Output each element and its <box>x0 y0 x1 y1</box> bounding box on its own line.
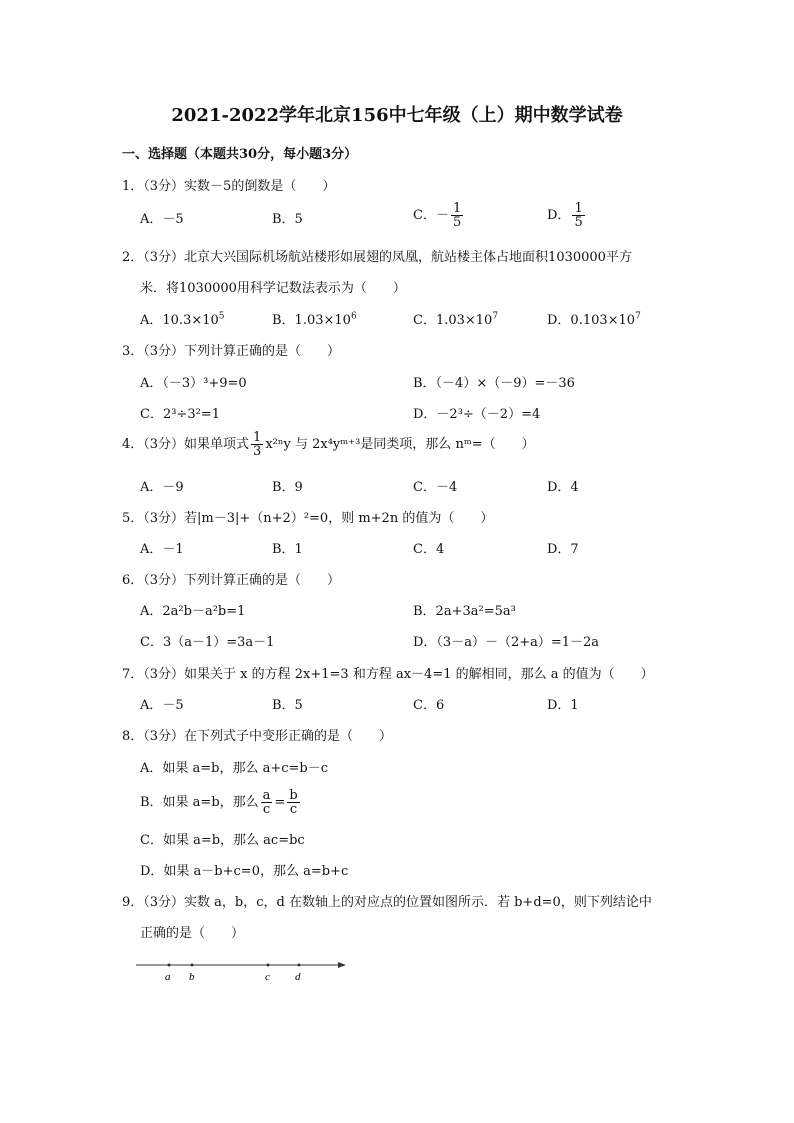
q2-option-c: C．$1.03\times 10^7$ <box>413 311 499 328</box>
q5-option-b: B．1 <box>272 542 303 557</box>
q8-option-d: D．如果 a－b+c=0，那么 a=b+c <box>140 864 349 879</box>
question-3-stem: 3．（3分）下列计算正确的是（ ） <box>122 344 341 359</box>
q8-option-b: B．如果 a=b，那么 $\frac{a}{c}$ = $\frac{b}{c}$ <box>140 788 298 817</box>
question-9-line-1: 9．（3分）实数 a，b，c，d 在数轴上的对应点的位置如图所示．若 b+d=0，则下列结论中 <box>122 895 652 910</box>
q3-option-a: A．（－3）³+9=0 <box>140 376 247 391</box>
q4-option-d: D．4 <box>547 480 579 495</box>
q1-option-a: A．－5 <box>140 212 184 227</box>
q6-option-b: B．2a+3a²=5a³ <box>413 604 516 619</box>
q6-option-a: A．2a²b－a²b=1 <box>140 604 246 619</box>
q7-option-c: C．6 <box>413 698 445 713</box>
q1-option-c: C．－ $\frac{1}{5}$ <box>413 201 462 230</box>
point-c <box>267 964 270 967</box>
label-a: a <box>165 971 171 983</box>
label-d: d <box>295 971 301 983</box>
point-a <box>168 964 171 967</box>
q3-option-d: D．－2³÷（－2）=4 <box>413 407 541 422</box>
q7-option-a: A．－5 <box>140 698 184 713</box>
point-b <box>191 964 194 967</box>
number-line-arrow <box>338 962 346 968</box>
point-d <box>298 964 301 967</box>
q4-option-c: C．－4 <box>413 480 458 495</box>
q3-option-b: B．（－4）×（－9）=－36 <box>413 376 575 391</box>
q5-option-c: C．4 <box>413 542 445 557</box>
q7-option-b: B．5 <box>272 698 303 713</box>
question-9-line-2: 正确的是（ ） <box>140 926 245 941</box>
q6-option-d: D．（3－a）－（2+a）=1－2a <box>413 635 600 650</box>
question-7-stem: 7．（3分）如果关于 x 的方程 2x+1=3 和方程 ax－4=1 的解相同，那么 a 的值为（ ） <box>122 667 654 682</box>
q7-option-d: D．1 <box>547 698 579 713</box>
question-1-stem: 1．（3分）实数－5的倒数是（ ） <box>122 179 336 194</box>
q8-option-c: C．如果 a=b，那么 ac=bc <box>140 833 305 848</box>
section-heading: 一、选择题（本题共30分，每小题3分） <box>122 147 358 162</box>
q3-option-c: C．2³÷3²=1 <box>140 407 220 422</box>
question-6-stem: 6．（3分）下列计算正确的是（ ） <box>122 573 341 588</box>
page-title: 2021-2022学年北京156中七年级（上）期中数学试卷 <box>171 105 623 126</box>
question-2-line-2: 米．将1030000用科学记数法表示为（ ） <box>140 281 406 296</box>
question-8-stem: 8．（3分）在下列式子中变形正确的是（ ） <box>122 729 393 744</box>
q5-option-a: A．－1 <box>140 542 184 557</box>
q6-option-c: C．3（a－1）=3a－1 <box>140 635 275 650</box>
question-4-stem: 4．（3分）如果单项式 $\frac{1}{3}$ x²ⁿy 与 2x⁴yᵐ⁺³是同类项，那么 nᵐ=（ ） <box>122 430 535 459</box>
label-b: b <box>189 971 195 983</box>
q4-option-a: A．－9 <box>140 480 184 495</box>
q8-option-a: A．如果 a=b，那么 a+c=b－c <box>140 761 329 776</box>
q2-option-a: A．$10.3\times 10^5$ <box>140 311 225 328</box>
q5-option-d: D．7 <box>547 542 579 557</box>
question-2-line-1: 2．（3分）北京大兴国际机场航站楼形如展翅的凤凰，航站楼主体占地面积1030000平方 <box>122 250 632 265</box>
q2-option-d: D．$0.103\times 10^7$ <box>547 311 641 328</box>
q1-option-b: B．5 <box>272 212 303 227</box>
q4-option-b: B．9 <box>272 480 303 495</box>
q1-option-d: D． $\frac{1}{5}$ <box>547 201 583 230</box>
q2-option-b: B．$1.03\times 10^6$ <box>272 311 357 328</box>
number-line-figure <box>136 956 352 986</box>
label-c: c <box>265 971 270 983</box>
question-5-stem: 5．（3分）若|m－3|+（n+2）²=0，则 m+2n 的值为（ ） <box>122 511 494 526</box>
